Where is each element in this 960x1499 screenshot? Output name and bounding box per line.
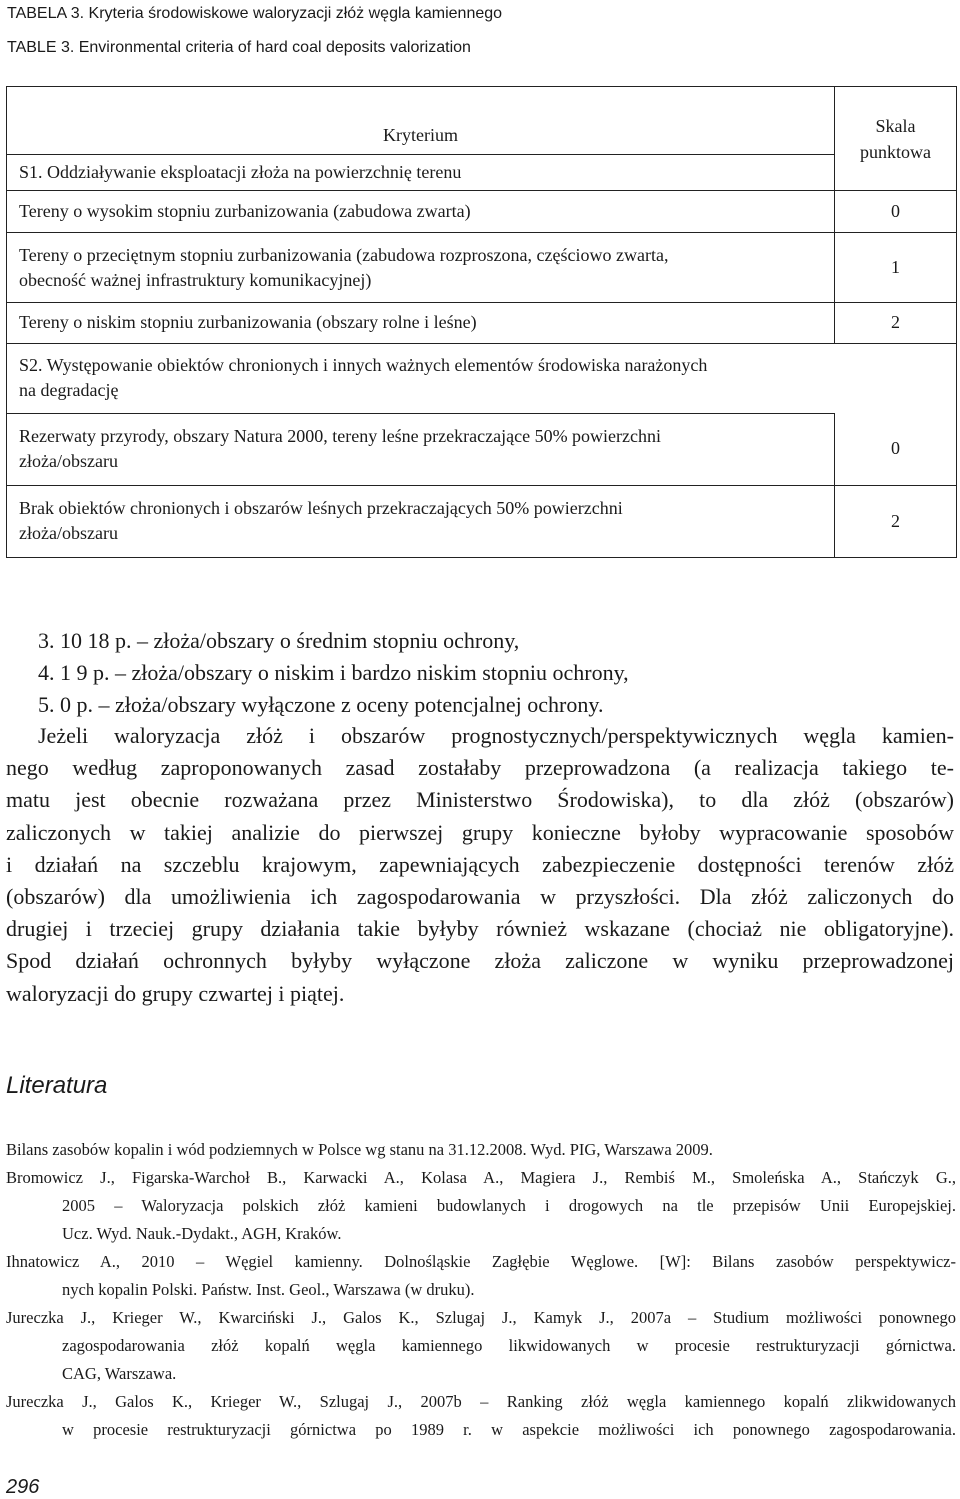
reference-line: Ucz. Wyd. Nauk.-Dydakt., AGH, Kraków. [62, 1224, 342, 1243]
table-caption-polish: TABELA 3. Kryteria środowiskowe waloryzacji złóż węgla kamiennego [7, 5, 503, 22]
enumeration-item-5: 5. 0 p. – złoża/obszary wyłączone z oceny potencjalnej ochrony. [38, 692, 604, 717]
s2-row-1-score: 0 [835, 413, 957, 485]
s1-row-2-line1: Tereny o przeciętnym stopniu zurbanizowania (zabudowa rozproszona, częściowo zwarta, [19, 244, 669, 265]
reference-line: nych kopalin Polski. Państw. Inst. Geol., Warszawa (w druku). [62, 1280, 475, 1299]
section-s2-title [7, 343, 835, 413]
reference-line: CAG, Warszawa. [62, 1364, 177, 1383]
paragraph-line: waloryzacji do grupy czwartej i piątej. [6, 980, 345, 1006]
reference-item [6, 1136, 956, 1164]
s2-row-2-score: 2 [835, 485, 957, 557]
paragraph-line: zaliczonych w takiej analizie do pierwszej grupy konieczne byłoby wypracowanie sposobów [6, 819, 954, 845]
reference-line: zagospodarowania złóż kopalń węgla kamiennego likwidowanych w procesie restrukturyzacji górnictwa. [62, 1336, 956, 1355]
paragraph-line: drugiej i trzeciej grupy działania takie byłyby również wskazane (chociaż nie obligatoryjne). [6, 916, 954, 942]
reference-line: Bromowicz J., Figarska-Warchoł B., Karwacki A., Kolasa A., Magiera J., Rembiś M., Smoleńska A., Stańczyk G., [6, 1168, 956, 1187]
s2-title-line2: na degradację [19, 380, 119, 401]
enumeration-item-3: 3. 10 18 p. – złoża/obszary o średnim stopniu ochrony, [38, 628, 520, 653]
reference-list [6, 1136, 956, 1444]
reference-line: Ihnatowicz A., 2010 – Węgiel kamienny. Dolnośląskie Zagłębie Węglowe. [W]: Bilans zasobów perspektywicz- [6, 1252, 956, 1271]
paragraph-line: Jeżeli waloryzacja złóż i obszarów prognostycznych/perspektywicznych węgla kamien- [38, 723, 954, 748]
reference-item [6, 1248, 956, 1304]
reference-item [6, 1388, 956, 1444]
body-paragraph [6, 720, 954, 1010]
paragraph-line: i działań na szczeblu krajowym, zapewniających zabezpieczenie dostępności terenów złóż [6, 851, 954, 877]
s2-row-1-line2: złoża/obszaru [19, 451, 118, 472]
paragraph-line: Spod działań ochronnych byłyby wyłączone złoża zaliczone w wyniku przeprowadzonej [6, 948, 954, 974]
reference-line: w procesie restrukturyzacji górnictwa po 1989 r. w aspekcie możliwości ich ponownego zagospodarowania. [62, 1420, 956, 1439]
s2-row-1-line1: Rezerwaty przyrody, obszary Natura 2000, tereny leśne przekraczające 50% powierzchni [19, 426, 662, 447]
s1-row-1-score: 0 [835, 191, 957, 233]
paragraph-line: nego według zaproponowanych zasad zostałaby przeprowadzona (a realizacja takiego te- [6, 755, 954, 781]
s2-row-2-line1: Brak obiektów chronionych i obszarów leśnych przekraczających 50% powierzchni [19, 498, 623, 519]
s1-row-1-text: Tereny o wysokim stopniu zurbanizowania (zabudowa zwarta) [7, 191, 835, 233]
reference-item [6, 1164, 956, 1248]
reference-line: Jureczka J., Krieger W., Kwarciński J., Galos K., Szlugaj J., Kamyk J., 2007a – Studium możliwości ponownego [6, 1308, 956, 1327]
s2-row-1-text [7, 413, 835, 485]
s1-row-3-text: Tereny o niskim stopniu zurbanizowania (obszary rolne i leśne) [7, 303, 835, 343]
s1-row-2-score: 1 [835, 233, 957, 303]
s1-row-2-line2: obecność ważnej infrastruktury komunikacyjnej) [19, 269, 372, 290]
paragraph-line: (obszarów) dla umożliwienia ich zagospodarowania w przyszłości. Dla złóż zaliczonych do [6, 884, 954, 910]
enumeration-item-4: 4. 1 9 p. – złoża/obszary o niskim i bardzo niskim stopniu ochrony, [38, 660, 629, 685]
s1-row-2-text [7, 233, 835, 303]
header-scale-line1: Skala [875, 115, 916, 136]
criteria-table [6, 86, 957, 558]
s2-row-2-text [7, 485, 835, 557]
s2-title-line1: S2. Występowanie obiektów chronionych i innych ważnych elementów środowiska narażonych [19, 355, 708, 376]
header-criterion: Kryterium [7, 87, 835, 155]
s2-title-empty-cell [835, 343, 957, 413]
s1-row-3-score: 2 [835, 303, 957, 343]
reference-line: Jureczka J., Galos K., Krieger W., Szlugaj J., 2007b – Ranking złóż węgla kamiennego kopalń zlikwidowanych [6, 1392, 956, 1411]
header-scale [835, 87, 957, 191]
table-caption-english: TABLE 3. Environmental criteria of hard coal deposits valorization [7, 39, 471, 56]
s2-row-2-line2: złoża/obszaru [19, 523, 118, 544]
reference-line: 2005 – Waloryzacja polskich złóż kamieni budowlanych i drogowych na tle przepisów Unii Europejskiej. [62, 1196, 956, 1215]
reference-item [6, 1304, 956, 1388]
section-s1-title: S1. Oddziaływanie eksploatacji złoża na powierzchnię terenu [7, 155, 835, 191]
paragraph-line: matu jest obecnie rozważana przez Ministerstwo Środowiska), to dla złóż (obszarów) [6, 787, 954, 813]
header-scale-line2: punktowa [860, 141, 931, 162]
reference-line: Bilans zasobów kopalin i wód podziemnych w Polsce wg stanu na 31.12.2008. Wyd. PIG, Warszawa 2009. [6, 1140, 713, 1159]
page-number: 296 [6, 1476, 40, 1498]
literature-heading: Literatura [6, 1072, 108, 1099]
